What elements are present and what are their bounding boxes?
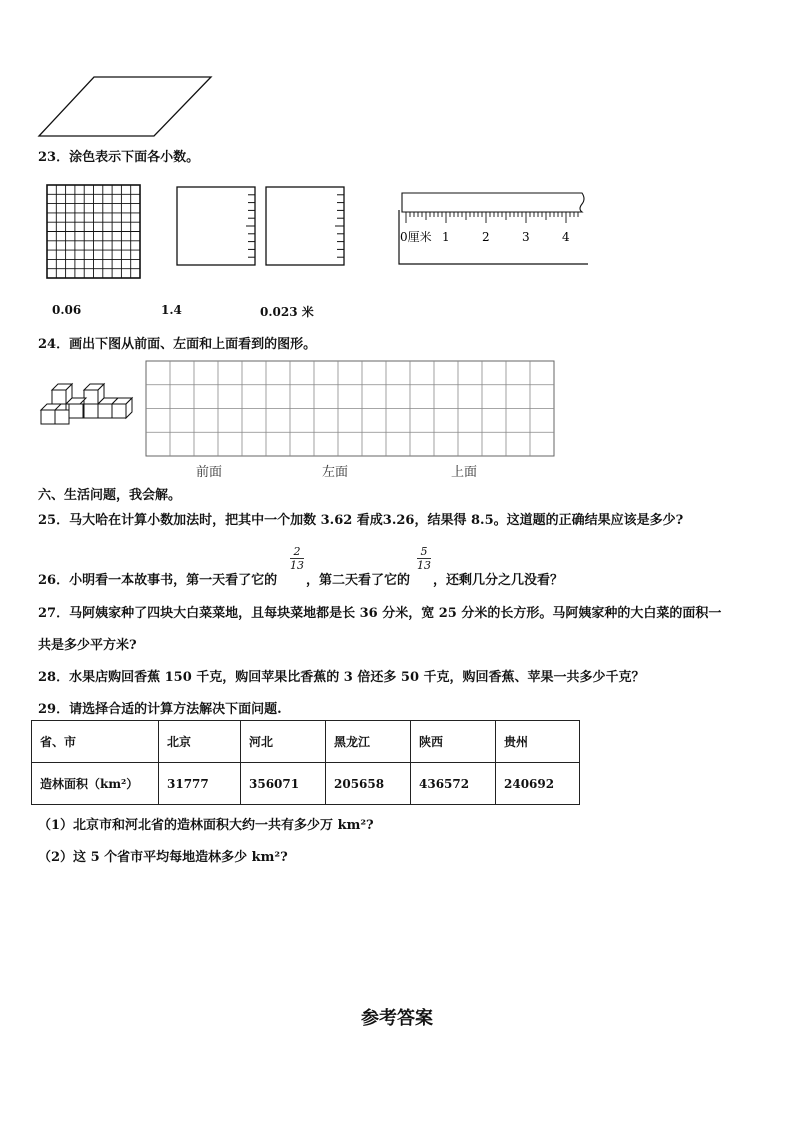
question-23-title: 23．涂色表示下面各小数。: [38, 150, 200, 165]
label-decimal-a: 0.06: [52, 303, 82, 317]
fraction-numerator: 5: [420, 545, 428, 558]
question-27-line1: 27．马阿姨家种了四块大白菜菜地，且每块菜地都是长 36 分米，宽 25 分米的长方形。马阿姨家种的大白菜的面积一: [38, 606, 722, 621]
fraction-2-13: [290, 545, 304, 572]
table-header-cell: 河北: [241, 721, 326, 763]
ruler-tick-label: 2: [482, 230, 490, 244]
label-decimal-b: 1.4: [161, 303, 182, 317]
table-header-cell: 黑龙江: [326, 721, 411, 763]
section-title: 六、生活问题，我会解。: [38, 488, 182, 503]
cube-stack-figure: [38, 378, 134, 436]
decimal-square-1[interactable]: [176, 186, 258, 268]
table-cell: 436572: [411, 763, 496, 805]
table-header-cell: 贵州: [496, 721, 580, 763]
fraction-5-13: [417, 545, 431, 572]
hundred-grid[interactable]: [46, 184, 142, 280]
answer-section-title: 参考答案: [361, 1008, 433, 1029]
table-header-row: [32, 721, 580, 763]
view-label-front: 前面: [196, 465, 223, 480]
question-24-title: 24．画出下图从前面、左面和上面看到的图形。: [38, 337, 317, 352]
question-29-title: 29．请选择合适的计算方法解决下面问题.: [38, 702, 282, 717]
ruler-figure[interactable]: [396, 190, 592, 266]
afforestation-table: [31, 720, 580, 805]
ruler-unit-label: 0厘米: [400, 230, 432, 244]
table-cell: 356071: [241, 763, 326, 805]
question-25: 25．马大哈在计算小数加法时，把其中一个加数 3.62 看成3.26，结果得 8.5。这道题的正确结果应该是多少?: [38, 513, 684, 528]
view-label-top: 上面: [451, 465, 478, 480]
table-row-label: 造林面积（km²）: [32, 763, 159, 805]
drawing-grid[interactable]: [145, 360, 557, 458]
question-26-part2: ，第二天看了它的: [306, 573, 411, 588]
table-row: [32, 763, 580, 805]
table-cell: 205658: [326, 763, 411, 805]
question-26-part1: 26．小明看一本故事书，第一天看了它的: [38, 573, 278, 588]
fraction-denominator: 13: [290, 559, 304, 572]
table-header-cell: 省、市: [32, 721, 159, 763]
question-29-sub2: （2）这 5 个省市平均每地造林多少 km²?: [38, 850, 288, 865]
parallelogram-figure: [36, 74, 216, 140]
question-27-line2: 共是多少平方米?: [38, 638, 137, 653]
fraction-numerator: 2: [293, 545, 301, 558]
decimal-square-2[interactable]: [265, 186, 347, 268]
question-29-sub1: （1）北京市和河北省的造林面积大约一共有多少万 km²?: [38, 818, 374, 833]
table-header-cell: 北京: [159, 721, 241, 763]
ruler-tick-label: 4: [562, 230, 570, 244]
ruler-tick-label: 3: [522, 230, 530, 244]
view-label-left: 左面: [322, 465, 349, 480]
label-decimal-c: 0.023 米: [260, 305, 314, 319]
table-cell: 31777: [159, 763, 241, 805]
table-cell: 240692: [496, 763, 580, 805]
question-28: 28．水果店购回香蕉 150 千克，购回苹果比香蕉的 3 倍还多 50 千克，购回香蕉、苹果一共多少千克？: [38, 670, 645, 685]
table-header-cell: 陕西: [411, 721, 496, 763]
fraction-denominator: 13: [417, 559, 431, 572]
question-26-part3: ，还剩几分之几没看？: [433, 573, 564, 588]
ruler-tick-label: 1: [442, 230, 450, 244]
